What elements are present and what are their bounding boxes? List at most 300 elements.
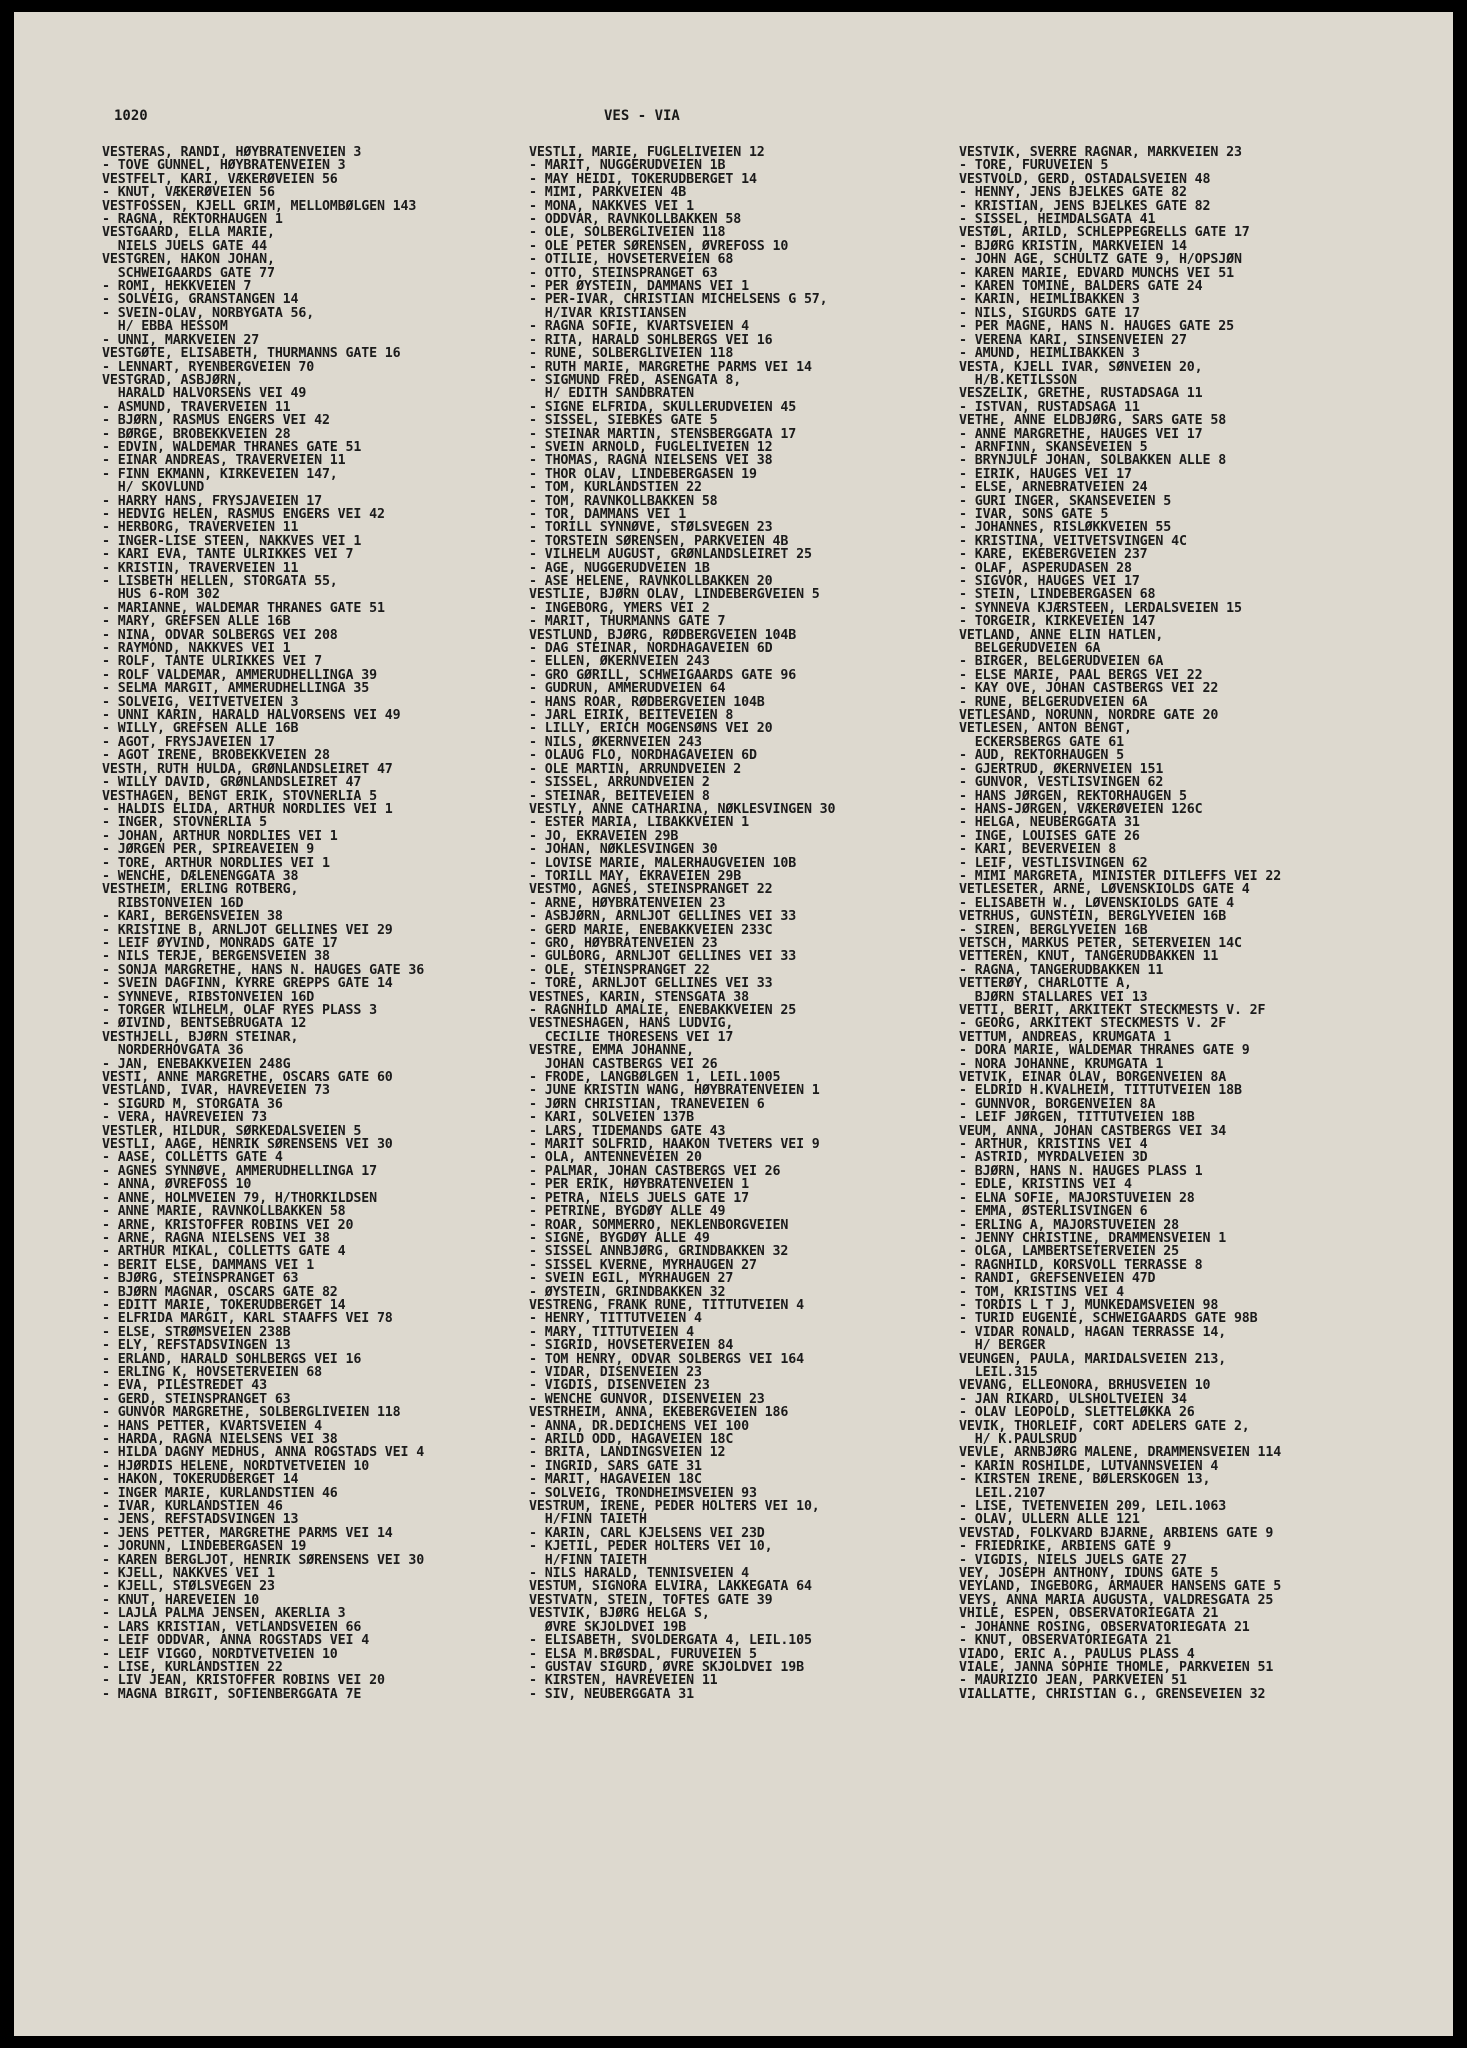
directory-entry: - ÅGE, NUGGERUDVEIEN 1B [529,561,710,575]
directory-entry: H/FINN TAIETH [529,1553,647,1568]
directory-entry: - HENRY, TITTUTVEIEN 4 [529,1312,702,1326]
directory-entry: - RUNE, BELGERUDVEIEN 6A [959,695,1148,710]
directory-entry: - GEORG, ARKITEKT STECKMESTS V. 2F [959,1017,1227,1031]
directory-entry: - GJERTRUD, ØKERNVEIEN 151 [959,762,1164,777]
directory-entry: - IVAR, SONS GATE 5 [959,507,1109,522]
directory-entry: - HÅKON, TOKERUDBERGET 14 [102,1473,299,1487]
directory-entry: - PER ERIK, HØYBRÅTENVEIEN 1 [529,1178,749,1192]
directory-entry: - TOM HENRY, ODVAR SOLBERGS VEI 164 [529,1352,804,1366]
directory-entry: - SIGNE, BYGDØY ALLE 49 [529,1231,710,1246]
directory-entry: - PETRINE, BYGDØY ALLE 49 [529,1205,726,1219]
directory-entry: - UNNI KARIN, HARALD HALVORSENS VEI 49 [102,709,401,723]
directory-entry: - SIV, NEUBERGGATA 31 [529,1687,694,1702]
running-head: VES - VIA [604,108,680,124]
directory-entry: VESTVIK, SVERRE RAGNAR, MARKVEIEN 23 [959,146,1242,160]
directory-entry: - ANNE MARIE, RAVNKOLLBAKKEN 58 [102,1205,346,1219]
directory-entry: - MARIT SOLFRID, HAAKON TVETERS VEI 9 [529,1138,820,1152]
directory-entry: - BØRGE, BROBEKKVEIEN 28 [102,427,291,441]
directory-entry: - SIGMUND FRED, ÅSENGATA 8, [529,373,742,388]
directory-entry: - ELISABETH, SVOLDERGATA 4, LEIL.105 [529,1634,812,1648]
directory-entry: - ARNE, HØYBRÅTENVEIEN 23 [529,896,726,911]
directory-entry: - PER-IVAR, CHRISTIAN MICHELSENS G 57, [529,293,828,307]
directory-entry: - THOMAS, RAGNA NIELSENS VEI 38 [529,454,773,468]
directory-entry: - ODDVAR, RAVNKOLLBAKKEN 58 [529,213,742,227]
directory-entry: - SONJA MARGRETHE, HANS N. HAUGES GATE 36 [102,963,425,978]
directory-entry: - MARIT, THURMANNS GATE 7 [529,615,726,629]
directory-entry: - GRO, HØYBRÅTENVEIEN 23 [529,936,718,951]
directory-entry: - ANNE MARGRETHE, HAUGES VEI 17 [959,427,1203,441]
directory-entry: VETLAND, ANNE ELIN HATLEN, [959,628,1164,643]
directory-entry: - ØYSTEIN, GRINDBAKKEN 32 [529,1285,726,1299]
directory-entry: VETSCH, MARKUS PETER, SETERVEIEN 14C [959,936,1242,951]
directory-entry: - GUNVOR MARGRETHE, SOLBERGLIVEIEN 118 [102,1406,401,1420]
directory-entry: - KJETIL, PEDER HOLTERS VEI 10, [529,1540,773,1554]
directory-entry: - JOHANNES, RISLØKKVEIEN 55 [959,521,1172,535]
directory-entry: - HANS PETTER, KVARTSVEIEN 4 [102,1419,322,1433]
directory-entry: - SYNNEVE, RIBSTONVEIEN 16D [102,990,315,1004]
directory-entry: - TORSTEIN SØRENSEN, PARKVEIEN 4B [529,534,789,549]
directory-entry: VEVANG, ELLEONORA, BRHUSVEIEN 10 [959,1379,1211,1393]
directory-entry: VETTI, BERIT, ARKITEKT STECKMESTS V. 2F [959,1004,1266,1018]
directory-entry: - NILS HARALD, TENNISVEIEN 4 [529,1567,749,1581]
directory-entry: VESTGAARD, ELLA MARIE, [102,226,275,240]
directory-entry: VEVLE, ARNBJØRG MALENE, DRAMMENSVEIEN 114 [959,1446,1282,1460]
directory-entry: - KARIN ROSHILDE, LUTVANNSVEIEN 4 [959,1459,1219,1474]
directory-entry: - LENNART, RYENBERGVEIEN 70 [102,360,315,374]
directory-entry: - ARNE, RAGNA NIELSENS VEI 38 [102,1231,330,1246]
directory-entry: - OLAV, ULLERN ALLE 121 [959,1513,1140,1527]
directory-entry: - TOM, KRISTINS VEI 4 [959,1285,1124,1299]
directory-entry: - LARS, TIDEMANDS GATE 43 [529,1124,726,1139]
directory-entry: - ARTHUR, KRISTINS VEI 4 [959,1138,1148,1152]
directory-entry: - ELNA SOFIE, MAJORSTUVEIEN 28 [959,1191,1195,1206]
directory-entry: VETLESEN, ANTON BENGT, [959,722,1132,736]
directory-entry: - ANNA, DR.DEDICHENS VEI 100 [529,1419,749,1433]
directory-entry: - ERLING K, HOVSETERVEIEN 68 [102,1365,322,1380]
directory-entry: - NILS TERJE, BERGENSVEIEN 38 [102,950,330,964]
directory-entry: H/ BERGER [959,1339,1046,1353]
directory-entry: - OLA, ANTENNEVEIEN 20 [529,1151,702,1165]
directory-entry: H/ EBBA HESSOM [102,320,228,334]
directory-entry: - VIDAR RONALD, HAGAN TERRASSE 14, [959,1325,1227,1340]
directory-entry: - DAG STEINAR, NORDHAGAVEIEN 6D [529,642,773,656]
directory-entry: - EIRIK, HAUGES VEI 17 [959,467,1132,482]
directory-entry: - SIREN, BERGLYVEIEN 16B [959,923,1148,937]
directory-entry: - EDVIN, WALDEMAR THRANES GATE 51 [102,440,362,455]
directory-entry: NORDERHOVGATA 36 [102,1044,244,1058]
directory-entry: BELGERUDVEIEN 6A [959,642,1101,656]
page-number: 1020 [114,108,148,124]
directory-entry: - INGRID, SARS GATE 31 [529,1459,702,1474]
directory-entry: - EVA, PILESTREDET 43 [102,1379,267,1393]
directory-entry: - AASE, COLLETTS GATE 4 [102,1151,283,1165]
directory-entry: - MARY, TITTUTVEIEN 4 [529,1325,694,1340]
directory-entry: VESTNESHAGEN, HANS LUDVIG, [529,1017,734,1031]
directory-entry: - HANS ROAR, RØDBERGVEIEN 104B [529,695,765,710]
directory-entry: - ÅSE HELENE, RAVNKOLLBAKKEN 20 [529,575,773,589]
directory-entry: - LOVISE MARIE, MALERHAUGVEIEN 10B [529,856,797,870]
directory-entry: - JORUNN, LINDEBERGÅSEN 19 [102,1540,307,1554]
directory-entry: - ROAR, SOMMERRO, NEKLENBORGVEIEN [529,1218,789,1232]
directory-entry: VEUNGEN, PAULA, MARIDALSVEIEN 213, [959,1352,1227,1366]
directory-entry: BJØRN STALLARES VEI 13 [959,990,1148,1004]
directory-entry: - KAY OVE, JOHAN CASTBERGS VEI 22 [959,682,1219,696]
directory-entry: - MARIANNE, WALDEMAR THRANES GATE 51 [102,601,385,616]
directory-entry: - KARIN, HEIMLIBAKKEN 3 [959,293,1140,307]
directory-entry: VESZELIK, GRETHE, RUSTADSAGA 11 [959,387,1203,401]
directory-entry: - AUD, REKTORHAUGEN 5 [959,749,1124,763]
directory-entry: VHILE, ESPEN, OBSERVATORIEGATA 21 [959,1607,1219,1621]
directory-entry: - OLAF, ASPERUDÅSEN 28 [959,561,1132,575]
directory-entry: - HELGA, NEUBERGGATA 31 [959,816,1140,830]
directory-entry: - ISTVAN, RUSTADSAGA 11 [959,400,1140,415]
directory-entry: - MAY HEIDI, TOKERUDBERGET 14 [529,172,757,187]
directory-entry: H/ EDITH SANDBRÅTEN [529,387,694,401]
directory-entry: - KRISTIN, TRAVERVEIEN 11 [102,561,299,575]
directory-entry: VESTGREN, HÅKON JOHAN, [102,253,275,267]
directory-entry: - KÅRE, EKEBERGVEIEN 237 [959,548,1148,562]
directory-entry: - GUNNVOR, BORGENVEIEN 8A [959,1097,1156,1112]
directory-entry: JOHAN CASTBERGS VEI 26 [529,1057,718,1072]
directory-entry: - SISSEL, SIEBKES GATE 5 [529,414,718,428]
directory-entry: - TOVE GUNNEL, HØYBRÅTENVEIEN 3 [102,159,346,173]
directory-entry: - BJØRN, HANS N. HAUGES PLASS 1 [959,1164,1203,1179]
directory-entry: - ELSE, STRØMSVEIEN 238B [102,1325,291,1340]
directory-entry: - HARRY HANS, FRYSJAVEIEN 17 [102,494,322,508]
directory-entry: - RITA, HARALD SOHLBERGS VEI 16 [529,333,773,348]
directory-entry: - ROLF, TANTE ULRIKKES VEI 7 [102,655,322,669]
directory-entry: - BJØRN MAGNAR, OSCARS GATE 82 [102,1285,338,1299]
directory-entry: VETRHUS, GUNSTEIN, BERGLYVEIEN 16B [959,910,1227,924]
directory-entry: VESTFOSSEN, KJELL GRIM, MELLOMBØLGEN 143 [102,199,417,214]
directory-entry: - KARI, BERGENSVEIEN 38 [102,910,283,924]
directory-entry: - NILS, ØKERNVEIEN 243 [529,735,702,750]
directory-entry: - TOR, DAMMANS VEI 1 [529,507,687,522]
directory-entry: - JØRN CHRISTIAN, TRANEVEIEN 6 [529,1097,765,1112]
directory-entry: - ELISABETH W., LØVENSKIOLDS GATE 4 [959,896,1234,911]
directory-entry: VESTGØTE, ELISABETH, THURMANNS GATE 16 [102,347,401,361]
directory-entry: - HANS JØRGEN, REKTORHAUGEN 5 [959,789,1187,803]
directory-entry: - KRISTINE B, ARNLJOT GELLINES VEI 29 [102,923,393,937]
directory-entry: VESTGRÅD, ASBJØRN, [102,373,244,388]
directory-entry: - KARIN, CARL KJELSENS VEI 23D [529,1526,765,1541]
directory-entry: - ELSE MARIE, PAAL BERGS VEI 22 [959,668,1203,683]
directory-entry: VESTMO, AGNES, STEINSPRANGET 22 [529,883,773,897]
directory-entry: VEYS, ANNA MARIA AUGUSTA, VALDRESGATA 25 [959,1593,1274,1608]
directory-entry: - LEIF JØRGEN, TITTUTVEIEN 18B [959,1111,1195,1125]
directory-entry: - PETRA, NIELS JUELS GATE 17 [529,1191,749,1206]
directory-entry: - GUSTAV SIGURD, ØVRE SKJOLDVEI 19B [529,1660,804,1675]
directory-entry: - JOHAN, NØKLESVINGEN 30 [529,843,718,857]
directory-entry: - ESTER MARIA, LIBAKKVEIEN 1 [529,816,749,830]
directory-entry: - ÅGOT, FRYSJAVEIEN 17 [102,735,275,750]
directory-entry: - ELSA M.BRØSDAL, FURUVEIEN 5 [529,1647,757,1661]
directory-entry: - SISSEL, ÅRRUNDVEIEN 2 [529,776,710,790]
directory-entry: - RAYMOND, NÅKKVES VEI 1 [102,642,291,656]
directory-entry: - KARI, BEVERVEIEN 8 [959,843,1117,857]
directory-entry: - SOLVEIG, VEITVETVEIEN 3 [102,695,299,710]
directory-entry: - VIGDIS, NIELS JUELS GATE 27 [959,1553,1187,1568]
directory-entry: - WENCHE GUNVOR, DISENVEIEN 23 [529,1392,765,1407]
directory-entry: - ELY, REFSTADSVINGEN 13 [102,1339,291,1353]
directory-entry: - KRISTIAN, JENS BJELKES GATE 82 [959,199,1211,214]
directory-entry: VESTØL, ARILD, SCHLEPPEGRELLS GATE 17 [959,226,1250,240]
directory-entry: NIELS JUELS GATE 44 [102,239,267,254]
directory-entry: - VERENA KARI, SINSENVEIEN 27 [959,333,1187,348]
directory-entry: - RAGNA SOFIE, KVARTSVEIEN 4 [529,320,749,334]
directory-entry: - ELSE, ARNEBRÅTVEIEN 24 [959,481,1148,495]
directory-entry: VIALLATTE, CHRISTIAN G., GRENSEVEIEN 32 [959,1687,1266,1702]
directory-entry: - SVEIN DAGFINN, KYRRE GREPPS GATE 14 [102,977,393,991]
directory-entry: - SOLVEIG, TRONDHEIMSVEIEN 93 [529,1486,757,1501]
directory-entry: - OLAUG FLO, NORDHAGAVEIEN 6D [529,749,757,763]
directory-entry: - JOHN ÅGE, SCHULTZ GATE 9, H/OPSJØN [959,253,1242,267]
directory-entry: - SVEIN EGIL, MYRHAUGEN 27 [529,1272,734,1286]
directory-entry: - KAREN MARIE, EDVARD MUNCHS VEI 51 [959,266,1234,281]
directory-entry: VESTÅ, KJELL IVAR, SØNVEIEN 20, [959,360,1203,374]
directory-entry: - SYNNEVA KJÆRSTEEN, LERDALSVEIEN 15 [959,601,1242,616]
directory-entry: VEUM, ANNA, JOHAN CASTBERGS VEI 34 [959,1124,1227,1139]
directory-entry: - GRO GØRILL, SCHWEIGAARDS GATE 96 [529,668,797,683]
directory-entry: - ERLING A, MAJORSTUVEIEN 28 [959,1218,1179,1232]
directory-entry: - KARI, SOLVEIEN 137B [529,1111,694,1125]
directory-entry: - PALMAR, JOHAN CASTBERGS VEI 26 [529,1164,781,1179]
directory-entry: - TOM, RAVNKOLLBAKKEN 58 [529,494,718,508]
directory-entry: - DORA MARIE, WALDEMAR THRANES GATE 9 [959,1044,1250,1058]
directory-entry: - RAGNHILD, KORSVOLL TERRASSE 8 [959,1258,1203,1273]
directory-entry: - WENCHE, DÆLENENGGATA 38 [102,869,299,884]
directory-entry: VETTERØY, CHARLOTTE A, [959,977,1132,991]
directory-entry: - RUTH MARIE, MARGRETHE PARMS VEI 14 [529,360,812,374]
directory-entry: H/B.KETILSSON [959,373,1077,388]
directory-entry: - MARIT, HAGAVEIEN 18C [529,1473,702,1487]
directory-entry: - MAGNA BIRGIT, SOFIENBERGGATA 7E [102,1687,362,1702]
directory-entry: - TORDIS L T J, MUNKEDAMSVEIEN 98 [959,1298,1219,1313]
directory-entry: SCHWEIGAARDS GATE 77 [102,266,275,281]
directory-entry: - VIGDIS, DISENVEIEN 23 [529,1379,710,1393]
directory-entry: VESTRHEIM, ANNA, EKEBERGVEIEN 186 [529,1406,789,1420]
listing-column-2 [529,146,949,1701]
directory-entry: - TORILL MAY, EKRAVEIEN 29B [529,869,742,884]
directory-entry: - TORE, ARNLJOT GELLINES VEI 33 [529,977,773,991]
directory-entry: VESTNES, KARIN, STENSGATA 38 [529,990,749,1004]
directory-entry: VESTI, ANNE MARGRETHE, OSCARS GATE 60 [102,1071,393,1085]
directory-entry: VETHE, ANNE ELDBJØRG, SARS GATE 58 [959,414,1227,428]
directory-entry: - GERD MARIE, ENEBAKKVEIEN 233C [529,923,773,937]
directory-entry: - STEINAR MARTIN, STENSBERGGATA 17 [529,427,797,441]
directory-entry: - TORE, FURUVEIEN 5 [959,159,1109,173]
directory-entry: - ÅGOT IRENE, BROBEKKVEIEN 28 [102,749,330,763]
directory-entry: VEY, JOSEPH ANTHONY, IDUNS GATE 5 [959,1567,1219,1581]
directory-entry: - LISE, KURLANDSTIEN 22 [102,1660,283,1675]
directory-entry: VESTERÅS, RANDI, HØYBRÅTENVEIEN 3 [102,146,362,160]
directory-entry: - SIGVOR, HAUGES VEI 17 [959,575,1140,589]
directory-entry: - PER ØYSTEIN, DAMMANS VEI 1 [529,280,749,294]
directory-entry: VEVSTAD, FOLKVARD BJARNE, ARBIENS GATE 9 [959,1526,1274,1541]
directory-entry: - OLE, STEINSPRANGET 22 [529,963,710,978]
listing-column-1 [102,146,522,1701]
directory-entry: - STEINAR, BEITEVEIEN 8 [529,789,710,803]
directory-entry: - BJØRG, STEINSPRANGET 63 [102,1272,299,1286]
directory-entry: H/ SKOVLUND [102,481,205,495]
directory-entry: VESTFELT, KARI, VÆKERØVEIEN 56 [102,172,338,187]
directory-entry: - UNNI, MARKVEIEN 27 [102,333,260,348]
directory-entry: - MIMI MARGRETA, MINISTER DITLEFFS VEI 22 [959,869,1282,884]
directory-entry: - KARI EVA, TANTE ULRIKKES VEI 7 [102,548,354,562]
directory-entry: VEVIK, THORLEIF, CORT ADELERS GATE 2, [959,1419,1250,1433]
directory-entry: - GERD, STEINSPRANGET 63 [102,1392,291,1407]
directory-entry: - KNUT, HAREVEIEN 10 [102,1593,260,1608]
directory-entry: - SIGNE ELFRIDA, SKULLERUDVEIEN 45 [529,400,797,415]
directory-entry: - EINAR ANDREAS, TRAVERVEIEN 11 [102,454,346,468]
directory-entry: - MIMI, PARKVEIEN 4B [529,186,687,200]
directory-entry: RIBSTONVEIEN 16D [102,896,244,911]
directory-entry: - SVEIN-OLAV, NORBYGATA 56, [102,306,315,321]
directory-entry: - TORGEIR, KIRKEVEIEN 147 [959,615,1156,629]
directory-entry: - EMMA, ØSTERLISVINGEN 6 [959,1205,1148,1219]
directory-entry: - OLE MARTIN, ÅRRUNDVEIEN 2 [529,762,742,777]
directory-entry: - JENS, REFSTADSVINGEN 13 [102,1513,299,1527]
directory-entry: - BIRGER, BELGERUDVEIEN 6A [959,655,1164,669]
directory-entry: - KJELL, NÅKKVES VEI 1 [102,1567,275,1581]
directory-entry: - OLE PETER SØRENSEN, ØVREFOSS 10 [529,239,789,254]
directory-entry: - TORILL SYNNØVE, STØLSVEGEN 23 [529,521,773,535]
directory-entry: - TORE, ARTHUR NORDLIES VEI 1 [102,856,330,870]
directory-entry: HUS 6-ROM 302 [102,588,220,602]
directory-entry: - LEIF VIGGO, NORDTVETVEIEN 10 [102,1647,338,1661]
directory-entry: - HALDIS ELIDA, ARTHUR NORDLIES VEI 1 [102,802,393,817]
directory-entry: - ARTHUR MIKAL, COLLETTS GATE 4 [102,1245,346,1259]
directory-entry: VIADO, ERIC A., PAULUS PLASS 4 [959,1647,1195,1661]
directory-entry: - RAGNHILD AMALIE, ENEBAKKVEIEN 25 [529,1004,797,1018]
directory-entry: - ASMUND, TRAVERVEIEN 11 [102,400,291,415]
directory-entry: VESTUM, SIGNORA ELVIRA, LAKKEGATA 64 [529,1580,812,1594]
directory-entry: - ÅMUND, HEIMLIBAKKEN 3 [959,347,1140,361]
directory-entry: - FRODE, LANGBØLGEN 1, LEIL.1005 [529,1071,781,1085]
directory-entry: - KRISTINA, VEITVETSVINGEN 4C [959,534,1187,549]
directory-entry: - JOHAN, ARTHUR NORDLIES VEI 1 [102,829,338,844]
directory-entry: VESTLER, HILDUR, SØRKEDALSVEIEN 5 [102,1124,362,1139]
directory-entry: - PER MAGNE, HANS N. HAUGES GATE 25 [959,320,1234,334]
directory-entry: - MARY, GREFSEN ALLE 16B [102,615,291,629]
directory-entry: - SISSEL KVERNE, MYRHAUGEN 27 [529,1258,757,1273]
directory-entry: HARALD HALVORSENS VEI 49 [102,387,307,401]
directory-entry: H/IVAR KRISTIANSEN [529,306,687,321]
directory-entry: - HERBORG, TRAVERVEIEN 11 [102,521,299,535]
directory-entry: VESTVOLD, GERD, OSTADALSVEIEN 48 [959,172,1211,187]
directory-entry: - BJØRG KRISTIN, MARKVEIEN 14 [959,239,1187,254]
directory-entry: - ANNA, ØVREFOSS 10 [102,1178,252,1192]
directory-entry: - RAGNA, TANGERUDBAKKEN 11 [959,963,1164,978]
directory-entry: VESTLIE, BJØRN OLAV, LINDEBERGVEIEN 5 [529,588,820,602]
directory-entry: - KAREN BERGLJOT, HENRIK SØRENSENS VEI 30 [102,1553,425,1568]
directory-entry: VESTHEIM, ERLING ROTBERG, [102,883,299,897]
directory-entry: - ASTRID, MYRDALVEIEN 3D [959,1151,1148,1165]
directory-entry: - INGEBORG, YMERS VEI 2 [529,601,710,616]
directory-entry: - ELFRIDA MARGIT, KARL STAAFFS VEI 78 [102,1312,393,1326]
directory-entry: - OLGA, LAMBERTSETERVEIEN 25 [959,1245,1179,1259]
directory-entry: - LIV JEAN, KRISTOFFER ROBINS VEI 20 [102,1674,385,1688]
directory-entry: - EDLE, KRISTINS VEI 4 [959,1178,1132,1192]
directory-entry: - SVEIN ARNOLD, FUGLELIVEIEN 12 [529,440,773,455]
directory-entry: - ERLAND, HARALD SOHLBERGS VEI 16 [102,1352,362,1366]
directory-entry: - JENNY CHRISTINE, DRAMMENSVEIEN 1 [959,1231,1227,1246]
directory-entry: ECKERSBERGS GATE 61 [959,735,1124,750]
directory-entry: VEYLAND, INGEBORG, ARMAUER HANSENS GATE 5 [959,1580,1282,1594]
directory-entry: - OLE, SOLBERGLIVEIEN 118 [529,226,726,240]
directory-entry: - OLAV LEOPOLD, SLETTELØKKA 26 [959,1406,1195,1420]
directory-entry: - JAN, ENEBAKKVEIEN 248G [102,1057,291,1072]
directory-entry: - LISBETH HELLEN, STORGATA 55, [102,575,338,589]
directory-entry: VESTRUM, IRENE, PEDER HOLTERS VEI 10, [529,1500,820,1514]
directory-entry: - INGER-LISE STEEN, NÅKKVES VEI 1 [102,534,362,549]
directory-entry: - BJØRN, RASMUS ENGERS VEI 42 [102,414,330,428]
directory-entry: - ASBJØRN, ARNLJOT GELLINES VEI 33 [529,910,797,924]
directory-entry: - OTTO, STEINSPRANGET 63 [529,266,718,281]
directory-entry: - WILLY, GREFSEN ALLE 16B [102,722,299,736]
directory-entry: - INGER, STOVNERLIA 5 [102,816,267,830]
directory-entry: - VILHELM AUGUST, GRØNLANDSLEIRET 25 [529,548,812,562]
directory-entry: VESTHJELL, BJØRN STEINAR, [102,1030,299,1045]
directory-entry: - BERIT ELSE, DAMMANS VEI 1 [102,1258,315,1273]
directory-entry: - NINA, ODVAR SOLBERGS VEI 208 [102,628,338,643]
directory-entry: - LAJLA PALMA JENSEN, AKERLIA 3 [102,1607,346,1621]
directory-entry: - LILLY, ERICH MOGENSØNS VEI 20 [529,722,773,736]
directory-entry: - JOHANNE ROSING, OBSERVATORIEGATA 21 [959,1620,1250,1635]
directory-entry: - JØRGEN PER, SPIREAVEIEN 9 [102,843,315,857]
directory-entry: - JAN RIKARD, ULSHOLTVEIEN 34 [959,1392,1187,1407]
directory-entry: VESTLY, ANNE CATHARINA, NØKLESVINGEN 30 [529,802,836,817]
directory-entry: - HENNY, JENS BJELKES GATE 82 [959,186,1187,200]
directory-entry: - ARILD ODD, HAGAVEIEN 18C [529,1433,734,1447]
directory-entry: - TORGER WILHELM, OLAF RYES PLASS 3 [102,1004,377,1018]
directory-entry: VETTUM, ANDREAS, KRUMGATA 1 [959,1030,1172,1045]
directory-entry: LEIL.315 [959,1365,1038,1380]
directory-entry: CECILIE THORESENS VEI 17 [529,1030,734,1045]
directory-entry: - ELLEN, ØKERNVEIEN 243 [529,655,710,669]
directory-entry: - HJØRDIS HELENE, NORDTVETVEIEN 10 [102,1459,370,1474]
directory-entry: - INGER MARIE, KURLANDSTIEN 46 [102,1486,338,1501]
directory-page [14,12,1453,2036]
directory-entry: - JENS PETTER, MARGRETHE PARMS VEI 14 [102,1526,393,1541]
directory-entry: - BRYNJULF JOHAN, SOLBAKKEN ALLE 8 [959,454,1227,468]
directory-entry: VESTLAND, IVAR, HAVREVEIEN 73 [102,1084,330,1098]
directory-entry: - JUNE KRISTIN WANG, HØYBRÅTENVEIEN 1 [529,1084,820,1098]
directory-entry: - TOM, KURLANDSTIEN 22 [529,481,702,495]
directory-entry: - LARS KRISTIAN, VETLANDSVEIEN 66 [102,1620,362,1635]
directory-entry: - MONA, NÅKKVES VEI 1 [529,199,694,214]
directory-entry: - HILDA DAGNY MEDHUS, ANNA ROGSTADS VEI 4 [102,1446,425,1460]
directory-entry: - KIRSTEN, HAVREVEIEN 11 [529,1674,718,1688]
directory-entry: - GUDRUN, AMMERUDVEIEN 64 [529,682,726,696]
directory-entry: - HEDVIG HELEN, RASMUS ENGERS VEI 42 [102,507,385,522]
directory-entry: - WILLY DAVID, GRØNLANDSLEIRET 47 [102,776,362,790]
directory-entry: - VERA, HAVREVEIEN 73 [102,1111,267,1125]
directory-entry: - NORA JOHANNE, KRUMGATA 1 [959,1057,1164,1072]
directory-entry: VESTVATN, STEIN, TOFTES GATE 39 [529,1593,773,1608]
directory-entry: - IVAR, KURLANDSTIEN 46 [102,1500,283,1514]
directory-entry: - ROLF VALDEMAR, AMMERUDHELLINGA 39 [102,668,377,683]
directory-entry: - MARIT, NUGGERUDVEIEN 1B [529,159,726,173]
directory-entry: - KIRSTEN IRENE, BØLERSKOGEN 13, [959,1473,1211,1487]
directory-entry: - RAGNA, REKTORHAUGEN 1 [102,213,283,227]
directory-entry: - SISSEL ANNBJØRG, GRINDBAKKEN 32 [529,1245,789,1259]
directory-entry: VETVIK, EINAR OLAV, BORGENVEIEN 8A [959,1071,1227,1085]
directory-entry: - KAREN TOMINE, BALDERS GATE 24 [959,280,1203,294]
directory-entry: - RANDI, GREFSENVEIEN 47D [959,1272,1156,1286]
directory-entry: H/FINN TAIETH [529,1513,647,1527]
directory-entry: - FINN EKMANN, KIRKEVEIEN 147, [102,467,338,482]
